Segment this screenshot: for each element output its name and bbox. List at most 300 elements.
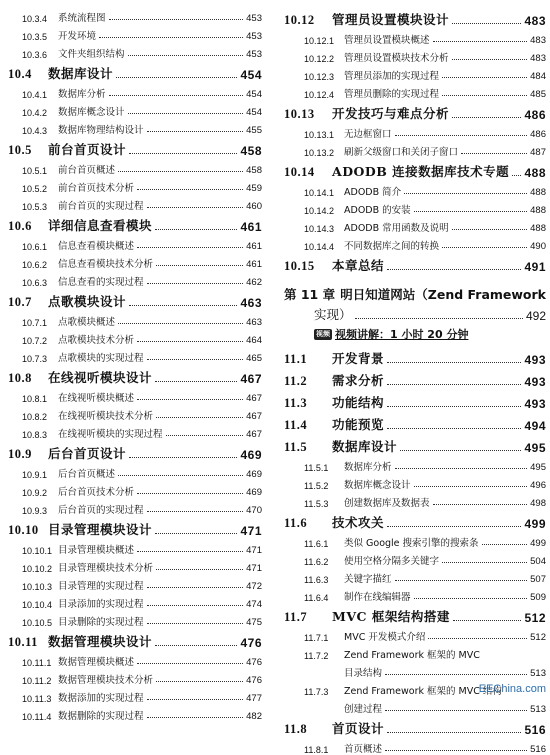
entry-page: 487 <box>530 147 546 158</box>
toc-entry <box>8 118 262 136</box>
entry-number: 10.14.1 <box>304 188 335 198</box>
entry-title-cont: 创建过程 <box>344 704 383 715</box>
entry-page: 516 <box>524 723 546 737</box>
toc-entry <box>8 158 262 176</box>
toc-right-column <box>284 6 546 755</box>
entry-number: 10.13.2 <box>304 148 335 158</box>
entry-number: 10.5.1 <box>22 166 48 176</box>
toc-section <box>8 60 262 82</box>
video-icon: 视频 <box>316 329 330 338</box>
entry-title: 类似 Google 搜索引擎的搜索条 <box>344 538 479 549</box>
entry-title: 开发技巧与难点分析 <box>332 106 450 121</box>
entry-title: 数据删除的实现过程 <box>58 711 144 722</box>
entry-page: 504 <box>530 556 546 567</box>
entry-title: 点歌模块设计 <box>48 294 127 309</box>
entry-title: 信息查看模块概述 <box>58 241 135 252</box>
entry-number: 10.8.3 <box>22 430 48 440</box>
toc-entry <box>284 28 546 46</box>
entry-title: ADODB 简介 <box>344 187 402 198</box>
toc-entry <box>284 531 546 549</box>
entry-page: 499 <box>530 538 546 549</box>
entry-title: 开发背景 <box>332 351 385 366</box>
entry-title: Zend Framework 框架的 MVC <box>344 650 480 661</box>
toc-entry <box>284 567 546 585</box>
entry-title: 信息查看模块技术分析 <box>58 259 154 270</box>
entry-page: 512 <box>530 632 546 643</box>
entry-number: 11.8 <box>284 722 308 736</box>
toc-entry <box>284 198 546 216</box>
entry-number: 10.5 <box>8 143 32 157</box>
chapter-page: 492 <box>525 309 546 323</box>
entry-title: 本章总结 <box>332 258 385 273</box>
entry-title: 详细信息查看模块 <box>48 218 153 233</box>
entry-page: 513 <box>530 704 546 715</box>
entry-number: 10.3.4 <box>22 14 48 24</box>
toc-section <box>284 411 546 433</box>
entry-page: 496 <box>530 480 546 491</box>
entry-number: 10.12 <box>284 13 315 27</box>
entry-number: 10.8 <box>8 371 32 385</box>
toc-section <box>8 212 262 234</box>
watermark: EEChina.com <box>478 683 546 695</box>
toc-entry <box>284 82 546 100</box>
toc-section <box>284 6 546 28</box>
entry-title: 目录添加的实现过程 <box>58 599 144 610</box>
entry-number: 11.6.1 <box>304 539 329 549</box>
entry-number: 11.4 <box>284 418 308 432</box>
entry-number: 10.15 <box>284 259 315 273</box>
entry-number: 10.6.2 <box>22 260 48 270</box>
entry-number: 10.9 <box>8 447 32 461</box>
toc-section <box>8 364 262 386</box>
entry-title: 需求分析 <box>332 373 385 388</box>
entry-page: 464 <box>246 335 262 346</box>
entry-number: 10.7.3 <box>22 354 48 364</box>
entry-title: 开发环境 <box>58 31 97 42</box>
entry-title: 功能预览 <box>332 417 385 432</box>
entry-title: 前台首页概述 <box>58 165 116 176</box>
entry-page: 476 <box>240 636 262 650</box>
toc-entry <box>8 194 262 212</box>
entry-page: 495 <box>524 441 546 455</box>
entry-title: 点歌模块的实现过程 <box>58 353 144 364</box>
entry-number: 10.6 <box>8 219 32 233</box>
entry-title: Zend Framework 框架的 MVC 结构 <box>344 686 502 697</box>
toc-entry <box>284 737 546 755</box>
toc-entry <box>284 455 546 473</box>
toc-entry <box>284 216 546 234</box>
entry-number: 10.8.2 <box>22 412 48 422</box>
toc-entry <box>8 100 262 118</box>
toc-section <box>284 367 546 389</box>
toc-entry <box>8 462 262 480</box>
entry-page: 493 <box>524 375 546 389</box>
entry-number: 11.6 <box>284 516 308 530</box>
video-text: 视频讲解：1 小时 20 分钟 <box>335 328 469 341</box>
entry-title: 点歌模块技术分析 <box>58 335 135 346</box>
entry-title: 文件夹组织结构 <box>58 49 125 60</box>
entry-number: 11.1 <box>284 352 308 366</box>
entry-title: 数据库设计 <box>332 439 398 454</box>
entry-title: 后台首页设计 <box>48 446 127 461</box>
toc-entry <box>8 404 262 422</box>
entry-page: 458 <box>240 144 262 158</box>
toc-entry-cont <box>284 661 546 679</box>
entry-number: 10.13 <box>284 107 315 121</box>
entry-title: 管理员设置模块概述 <box>344 35 430 46</box>
entry-title: 目录管理模块概述 <box>58 545 135 556</box>
entry-title: 后台首页技术分析 <box>58 487 135 498</box>
entry-page: 472 <box>246 581 262 592</box>
entry-number: 10.10.4 <box>22 600 53 610</box>
entry-number: 10.5.2 <box>22 184 48 194</box>
entry-number: 11.6.4 <box>304 593 329 603</box>
entry-number: 10.12.1 <box>304 36 335 46</box>
entry-page: 467 <box>246 429 262 440</box>
toc-section <box>284 433 546 455</box>
entry-page: 470 <box>246 505 262 516</box>
entry-title: 前台首页的实现过程 <box>58 201 144 212</box>
chapter-title-cont: 实现） <box>314 307 352 322</box>
entry-number: 10.12.3 <box>304 72 335 82</box>
entry-title: ADODB 常用函数及说明 <box>344 223 449 234</box>
entry-number: 10.4.3 <box>22 126 48 136</box>
entry-title: ADODB 连接数据库技术专题 <box>332 164 510 179</box>
toc-entry <box>8 422 262 440</box>
entry-number: 10.4.2 <box>22 108 48 118</box>
entry-title: 后台首页概述 <box>58 469 116 480</box>
entry-title: 管理员添加的实现过程 <box>344 71 440 82</box>
entry-title: 前台首页技术分析 <box>58 183 135 194</box>
entry-page: 486 <box>530 129 546 140</box>
entry-number: 10.14.4 <box>304 242 335 252</box>
entry-page: 453 <box>246 31 262 42</box>
toc-entry <box>8 252 262 270</box>
entry-page: 483 <box>524 14 546 28</box>
entry-number: 10.10.1 <box>22 546 53 556</box>
entry-page: 474 <box>246 599 262 610</box>
entry-page: 455 <box>246 125 262 136</box>
entry-title: 数据库设计 <box>48 66 114 81</box>
entry-number: 11.7.2 <box>304 651 329 661</box>
entry-number: 10.5.3 <box>22 202 48 212</box>
entry-number: 11.5.1 <box>304 463 329 473</box>
entry-number: 11.7.3 <box>304 687 329 697</box>
toc-entry <box>284 180 546 198</box>
toc-entry <box>8 346 262 364</box>
entry-page: 467 <box>240 372 262 386</box>
entry-page: 482 <box>246 711 262 722</box>
entry-page: 461 <box>240 220 262 234</box>
entry-title: 在线视听模块的实现过程 <box>58 429 163 440</box>
toc-entry <box>284 234 546 252</box>
toc-section <box>284 252 546 274</box>
entry-title: 技术攻关 <box>332 515 385 530</box>
entry-page: 484 <box>530 71 546 82</box>
entry-page: 465 <box>246 353 262 364</box>
toc-entry <box>8 650 262 668</box>
entry-page: 471 <box>240 524 262 538</box>
toc-entry <box>8 480 262 498</box>
toc-section <box>8 440 262 462</box>
toc-entry <box>8 24 262 42</box>
chapter-title: 明日知道网站（Zend Framework <box>340 287 546 302</box>
entry-page: 454 <box>246 107 262 118</box>
entry-number: 10.3.6 <box>22 50 48 60</box>
entry-page: 453 <box>246 49 262 60</box>
entry-title: 使用空格分隔多关键字 <box>344 556 440 567</box>
toc-section <box>284 389 546 411</box>
toc-right-top <box>284 6 546 274</box>
entry-number: 10.14.2 <box>304 206 335 216</box>
entry-page: 461 <box>246 259 262 270</box>
entry-page: 485 <box>530 89 546 100</box>
entry-page: 498 <box>530 498 546 509</box>
entry-title: 目录管理的实现过程 <box>58 581 144 592</box>
entry-number: 10.9.2 <box>22 488 48 498</box>
toc-entry <box>8 592 262 610</box>
toc-entry <box>8 498 262 516</box>
entry-number: 11.7 <box>284 610 308 624</box>
entry-number: 10.9.3 <box>22 506 48 516</box>
entry-page: 507 <box>530 574 546 585</box>
toc-section <box>284 100 546 122</box>
entry-title: 数据库概念设计 <box>344 480 411 491</box>
toc-left-column <box>8 6 262 722</box>
entry-page: 469 <box>246 469 262 480</box>
entry-title: 管理员设置模块技术分析 <box>344 53 449 64</box>
toc-section <box>284 345 546 367</box>
entry-number: 10.10.3 <box>22 582 53 592</box>
entry-title: 点歌模块概述 <box>58 317 116 328</box>
entry-number: 10.6.3 <box>22 278 48 288</box>
toc-section <box>284 715 546 737</box>
entry-page: 476 <box>246 675 262 686</box>
toc-entry <box>8 6 262 24</box>
toc-entry <box>284 473 546 491</box>
toc-entry <box>284 46 546 64</box>
entry-title: 后台首页的实现过程 <box>58 505 144 516</box>
entry-title: 创建数据库及数据表 <box>344 498 430 509</box>
entry-page: 490 <box>530 241 546 252</box>
entry-title: MVC 框架结构搭建 <box>332 609 450 624</box>
entry-number: 10.7 <box>8 295 32 309</box>
entry-page: 488 <box>530 205 546 216</box>
entry-title: 不同数据库之间的转换 <box>344 241 440 252</box>
toc-entry <box>8 538 262 556</box>
entry-number: 11.6.2 <box>304 557 329 567</box>
chapter-gap <box>284 274 546 283</box>
toc-entry <box>8 610 262 628</box>
entry-title-cont: 目录结构 <box>344 668 383 679</box>
entry-page: 467 <box>246 393 262 404</box>
entry-number: 11.5.3 <box>304 499 329 509</box>
toc-entry <box>284 122 546 140</box>
entry-page: 467 <box>246 411 262 422</box>
entry-number: 10.11.2 <box>22 676 52 686</box>
entry-number: 10.8.1 <box>22 394 48 404</box>
toc-entry <box>284 585 546 603</box>
entry-page: 454 <box>240 68 262 82</box>
toc-entry <box>8 686 262 704</box>
entry-page: 454 <box>246 89 262 100</box>
toc-entry <box>284 549 546 567</box>
toc-entry <box>8 82 262 100</box>
entry-page: 477 <box>246 693 262 704</box>
entry-number: 10.7.1 <box>22 318 48 328</box>
entry-title: 数据库物理结构设计 <box>58 125 144 136</box>
toc-entry <box>284 140 546 158</box>
entry-page: 476 <box>246 657 262 668</box>
entry-page: 493 <box>524 397 546 411</box>
entry-number: 10.7.2 <box>22 336 48 346</box>
chapter-label: 第 11 章 <box>284 287 336 302</box>
entry-title: 数据管理模块设计 <box>48 634 153 649</box>
entry-title: 首页概述 <box>344 744 383 755</box>
toc-entry-cont <box>284 697 546 715</box>
entry-title: 数据库概念设计 <box>58 107 125 118</box>
entry-number: 11.2 <box>284 374 308 388</box>
entry-title: 前台首页设计 <box>48 142 127 157</box>
entry-page: 475 <box>246 617 262 628</box>
entry-page: 453 <box>246 13 262 24</box>
toc-section <box>8 628 262 650</box>
entry-title: 在线视听模块技术分析 <box>58 411 154 422</box>
entry-title: 无边框窗口 <box>344 129 392 140</box>
toc-section <box>8 136 262 158</box>
entry-page: 469 <box>240 448 262 462</box>
toc-entry <box>284 625 546 643</box>
entry-number: 10.12.2 <box>304 54 335 64</box>
entry-page: 488 <box>530 223 546 234</box>
entry-page: 513 <box>530 668 546 679</box>
entry-number: 10.14 <box>284 165 315 179</box>
entry-title: MVC 开发模式介绍 <box>344 632 426 643</box>
entry-page: 463 <box>240 296 262 310</box>
toc-entry <box>8 556 262 574</box>
entry-page: 483 <box>530 35 546 46</box>
entry-number: 10.13.1 <box>304 130 335 140</box>
toc-entry <box>8 386 262 404</box>
entry-title: 管理员设置模块设计 <box>332 12 450 27</box>
entry-page: 471 <box>246 563 262 574</box>
entry-page: 483 <box>530 53 546 64</box>
toc-entry <box>8 42 262 60</box>
entry-number: 11.5.2 <box>304 481 329 491</box>
entry-number: 10.9.1 <box>22 470 48 480</box>
entry-number: 10.10.5 <box>22 618 53 628</box>
entry-page: 463 <box>246 317 262 328</box>
entry-page: 488 <box>530 187 546 198</box>
entry-page: 516 <box>530 744 546 755</box>
entry-title: 管理员删除的实现过程 <box>344 89 440 100</box>
entry-number: 11.3 <box>284 396 308 410</box>
entry-number: 10.10 <box>8 523 39 537</box>
entry-title: 数据管理模块概述 <box>58 657 135 668</box>
video-note <box>284 323 546 345</box>
toc-section <box>8 516 262 538</box>
entry-title: 数据添加的实现过程 <box>58 693 144 704</box>
entry-number: 10.3.5 <box>22 32 48 42</box>
entry-title: 首页设计 <box>332 721 385 736</box>
chapter-heading-cont <box>284 303 546 323</box>
entry-page: 495 <box>530 462 546 473</box>
entry-title: 功能结构 <box>332 395 385 410</box>
toc-entry <box>8 234 262 252</box>
entry-page: 462 <box>246 277 262 288</box>
entry-page: 461 <box>246 241 262 252</box>
toc-section <box>284 509 546 531</box>
entry-number: 10.11.1 <box>22 658 52 668</box>
entry-title: 目录删除的实现过程 <box>58 617 144 628</box>
toc-entry <box>284 643 546 661</box>
entry-title: 关键字描红 <box>344 574 392 585</box>
toc-entry <box>8 574 262 592</box>
entry-page: 493 <box>524 353 546 367</box>
entry-number: 10.4 <box>8 67 32 81</box>
entry-number: 10.6.1 <box>22 242 48 252</box>
toc-section <box>284 603 546 625</box>
entry-title: ADODB 的安装 <box>344 205 411 216</box>
toc-entry <box>284 491 546 509</box>
entry-number: 10.14.3 <box>304 224 335 234</box>
entry-title: 目录管理模块技术分析 <box>58 563 154 574</box>
entry-page: 460 <box>246 201 262 212</box>
toc-entry <box>284 64 546 82</box>
entry-page: 491 <box>524 260 546 274</box>
entry-title: 刷新父级窗口和关闭子窗口 <box>344 147 459 158</box>
entry-number: 11.5 <box>284 440 308 454</box>
entry-page: 512 <box>524 611 546 625</box>
entry-number: 11.6.3 <box>304 575 329 585</box>
toc-entry <box>8 704 262 722</box>
entry-number: 10.11.3 <box>22 694 52 704</box>
entry-page: 459 <box>246 183 262 194</box>
entry-page: 469 <box>246 487 262 498</box>
entry-title: 目录管理模块设计 <box>48 522 153 537</box>
toc-entry <box>8 668 262 686</box>
entry-number: 10.4.1 <box>22 90 48 100</box>
toc-entry <box>8 176 262 194</box>
toc-section <box>284 158 546 180</box>
entry-title: 数据库分析 <box>58 89 106 100</box>
toc-section <box>8 288 262 310</box>
entry-title: 在线视听模块设计 <box>48 370 153 385</box>
entry-page: 488 <box>524 166 546 180</box>
entry-page: 509 <box>530 592 546 603</box>
toc-entry <box>8 270 262 288</box>
entry-page: 494 <box>524 419 546 433</box>
entry-title: 系统流程图 <box>58 13 106 24</box>
entry-number: 10.10.2 <box>22 564 53 574</box>
entry-title: 数据库分析 <box>344 462 392 473</box>
entry-page: 486 <box>524 108 546 122</box>
toc-entry <box>8 310 262 328</box>
entry-title: 制作在线编辑器 <box>344 592 411 603</box>
entry-title: 信息查看的实现过程 <box>58 277 144 288</box>
entry-number: 10.11 <box>8 635 38 649</box>
entry-number: 10.12.4 <box>304 90 335 100</box>
entry-number: 11.8.1 <box>304 745 329 755</box>
entry-title: 在线视听模块概述 <box>58 393 135 404</box>
entry-number: 11.7.1 <box>304 633 329 643</box>
entry-page: 499 <box>524 517 546 531</box>
entry-page: 471 <box>246 545 262 556</box>
entry-page: 458 <box>246 165 262 176</box>
toc-entry <box>8 328 262 346</box>
entry-title: 数据管理模块技术分析 <box>58 675 154 686</box>
entry-number: 10.11.4 <box>22 712 52 722</box>
